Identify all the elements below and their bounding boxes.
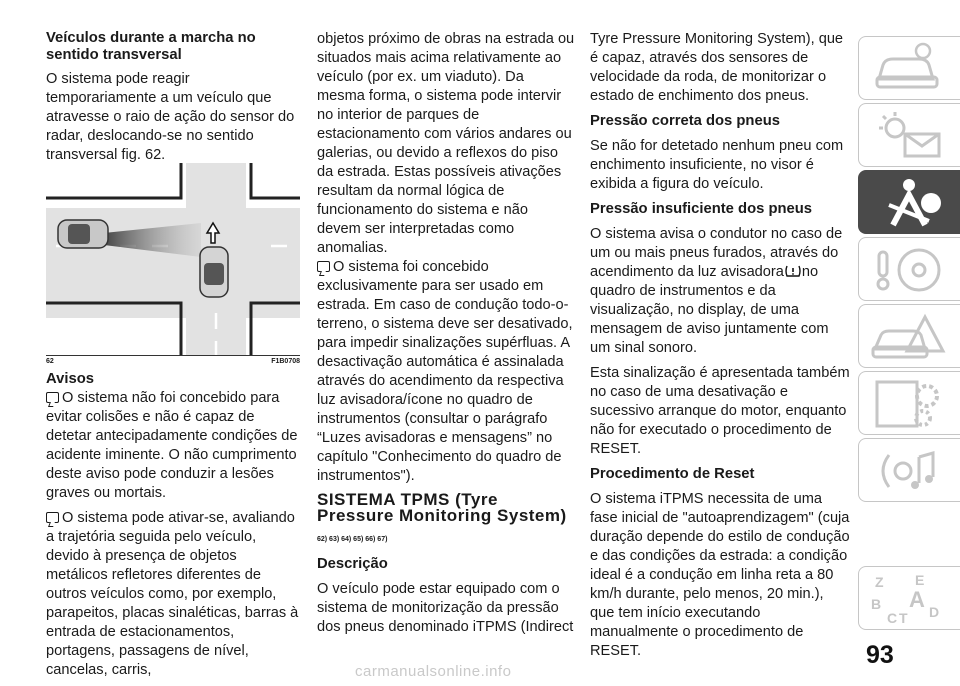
maintenance-icon [869, 376, 949, 432]
tab-safety[interactable] [858, 170, 960, 234]
tab-car-info[interactable] [858, 36, 960, 100]
aviso-1: O sistema não foi concebido para evitar colisões e não é capaz de detetar antecipadamente condições de acidente iminente. O não cumprimento deste aviso pode conduzir a lesões graves ou mortais. [46, 390, 298, 501]
index-icon [869, 571, 949, 627]
starting-driving-icon [869, 242, 949, 298]
svg-text:T: T [899, 610, 908, 626]
car-info-icon [869, 41, 949, 97]
tab-starting-driving[interactable] [858, 237, 960, 301]
tab-warning-lights[interactable] [858, 103, 960, 167]
figure-code: F1B0708 [271, 358, 300, 365]
tab-maintenance[interactable] [858, 371, 960, 435]
paragraph: objetos próximo de obras na estrada ou situados mais acima relativamente ao veículo (por ex. um viaduto). Da mesma forma, o sistema pode intervir no interior de parques de estacionamento com vários andares ou galerias, ou devido a reflexos do piso da estrada. Estas possíveis ativações resultam da normal lógica de funcionamento do sistema e não devem ser interpretadas como anomalias. [317, 31, 575, 256]
watermark: carmanualsonline.info [355, 663, 512, 680]
emergency-icon [869, 309, 949, 365]
paragraph: Esta sinalização é apresentada também no caso de uma desativação e sucessivo arranque do motor, enquanto não for executado o procedimento de RESET. [590, 365, 850, 457]
figure-caption [46, 358, 300, 365]
column-1 [46, 30, 302, 171]
descricao-title: Descrição [317, 556, 388, 572]
aviso-2: O sistema pode ativar-se, avaliando a trajetória seguida pelo veículo, devido à presença de objetos metálicos refletores diferentes de outros veículos como, por exemplo, parapeitos, placas sinaléticas, barras à entrada de estacionamentos, portagens, passagens de nível, cancelas, carris, [46, 510, 299, 678]
tab-multimedia[interactable] [858, 438, 960, 502]
svg-text:C: C [887, 610, 898, 626]
paragraph: O sistema iTPMS necessita de uma fase inicial de "autoaprendizagem" (cuja duração depende do estilo de condução e das condições da estrada: a condição ideal é a condução em linha reta a 80 km/h durante, pelo menos, 20 min.), que tem início executando manualmente o procedimento de RESET. [590, 491, 850, 659]
paragraph: O sistema pode reagir temporariamente a um veículo que atravesse o raio de ação do sensor do radar, deslocando-se no sentido transversal fig. 62. [46, 71, 295, 163]
svg-text:D: D [929, 604, 940, 620]
tpms-warning-light-icon [784, 264, 802, 278]
column-3 [590, 30, 850, 667]
section-heading-transversal: Veículos durante a marcha no sentido transversal [46, 30, 256, 63]
figure-number: 62 [46, 358, 54, 365]
reference-notes: 62) 63) 64) 65) 66) 67) [317, 536, 388, 543]
car-with-radar [58, 220, 108, 248]
warning-lights-icon [869, 108, 949, 164]
paragraph: Se não for detetado nenhum pneu com enchimento insuficiente, no visor é exibida a figura do veículo. [590, 138, 844, 192]
aviso-3: O sistema foi concebido exclusivamente para ser usado em estrada. Em caso de condução todo-o-terreno, o sistema deve ser desativado, para impedir sinalizações supérfluas. A desactivação automática é assinalada através do acendimento da respectiva luz avisadora/ícone no quadro de instrumentos (consultar o parágrafo “Luzes avisadoras e mensagens” no capítulo "Conhecimento do quadro de instrumentos"). [317, 259, 573, 484]
tab-emergency[interactable] [858, 304, 960, 368]
figure-rule [46, 355, 300, 356]
multimedia-icon [869, 443, 949, 499]
section-title-tpms: SISTEMA TPMS (Tyre Pressure Monitoring System) [317, 490, 567, 525]
svg-text:B: B [871, 596, 882, 612]
paragraph: O veículo pode estar equipado com o sistema de monitorização da pressão dos pneus denominado iTPMS (Indirect [317, 581, 574, 635]
svg-text:A: A [909, 587, 925, 612]
heading-pressao-correta: Pressão correta dos pneus [590, 113, 780, 129]
safety-airbag-icon [869, 175, 949, 231]
column-2 [317, 30, 575, 643]
heading-reset: Procedimento de Reset [590, 466, 755, 482]
paragraph: Tyre Pressure Monitoring System), que é capaz, através dos sensores de velocidade da roda, de monitorizar o estado de enchimento dos pneus. [590, 31, 844, 104]
avisos-title: Avisos [46, 371, 94, 387]
heading-pressao-insuficiente: Pressão insuficiente dos pneus [590, 201, 813, 217]
crossing-car [200, 247, 228, 297]
svg-text:E: E [915, 572, 925, 588]
warning-note-icon [317, 261, 330, 272]
svg-text:Z: Z [875, 574, 884, 590]
figure-62-radar-diagram [46, 163, 300, 356]
page-number: 93 [866, 641, 894, 669]
paragraph: O sistema avisa o condutor no caso de um ou mais pneus furados, através do acendimento da luz avisadora no quadro de instrumentos e da visualização, no display, de uma mensagem de aviso juntamente com um sinal sonoro. [590, 226, 843, 356]
warning-note-icon [46, 512, 59, 523]
warning-note-icon [46, 392, 59, 403]
tab-index[interactable] [858, 566, 960, 630]
column-1-lower [46, 370, 302, 686]
